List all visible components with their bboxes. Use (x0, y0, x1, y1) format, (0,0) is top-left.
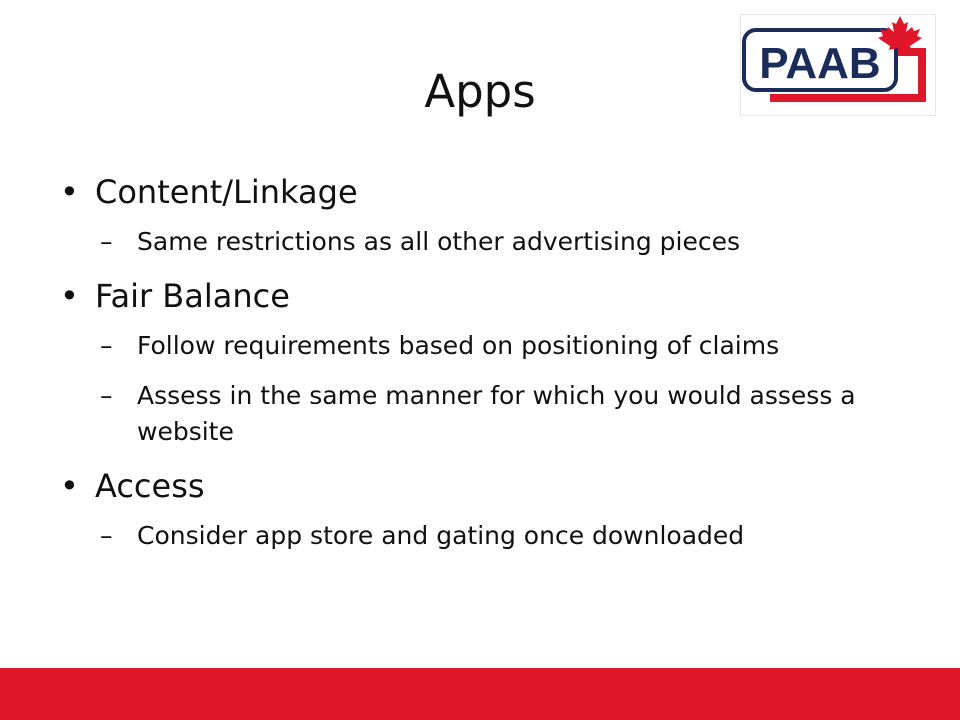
footer-band (0, 668, 960, 720)
svg-text:PAAB: PAAB (759, 39, 881, 88)
bullet-marker: • (60, 173, 79, 211)
dash-marker: – (100, 381, 113, 410)
bullet-heading: Content/Linkage (95, 173, 358, 211)
dash-marker: – (100, 521, 113, 550)
slide-title: Apps (424, 65, 536, 118)
sub-bullet-text: Same restrictions as all other advertising pieces (137, 227, 741, 256)
bullet-heading: Access (95, 467, 205, 505)
bullet-marker: • (60, 277, 79, 315)
bullet-access (60, 464, 900, 508)
slide-body (60, 170, 900, 554)
maple-leaf-icon (740, 14, 936, 116)
bullet-content-linkage (60, 170, 900, 214)
sub-bullet (100, 328, 900, 364)
bullet-heading: Fair Balance (95, 277, 290, 315)
sub-bullet-text: Assess in the same manner for which you would assess a website (137, 381, 856, 446)
bullet-marker: • (60, 467, 79, 505)
paab-logo (740, 14, 936, 116)
dash-marker: – (100, 331, 113, 360)
sub-bullet (100, 378, 900, 450)
sub-bullet-text: Follow requirements based on positioning of claims (137, 331, 780, 360)
sub-bullet-text: Consider app store and gating once downloaded (137, 521, 745, 550)
dash-marker: – (100, 227, 113, 256)
sub-bullet (100, 518, 900, 554)
bullet-fair-balance (60, 274, 900, 318)
sub-bullet (100, 224, 900, 260)
